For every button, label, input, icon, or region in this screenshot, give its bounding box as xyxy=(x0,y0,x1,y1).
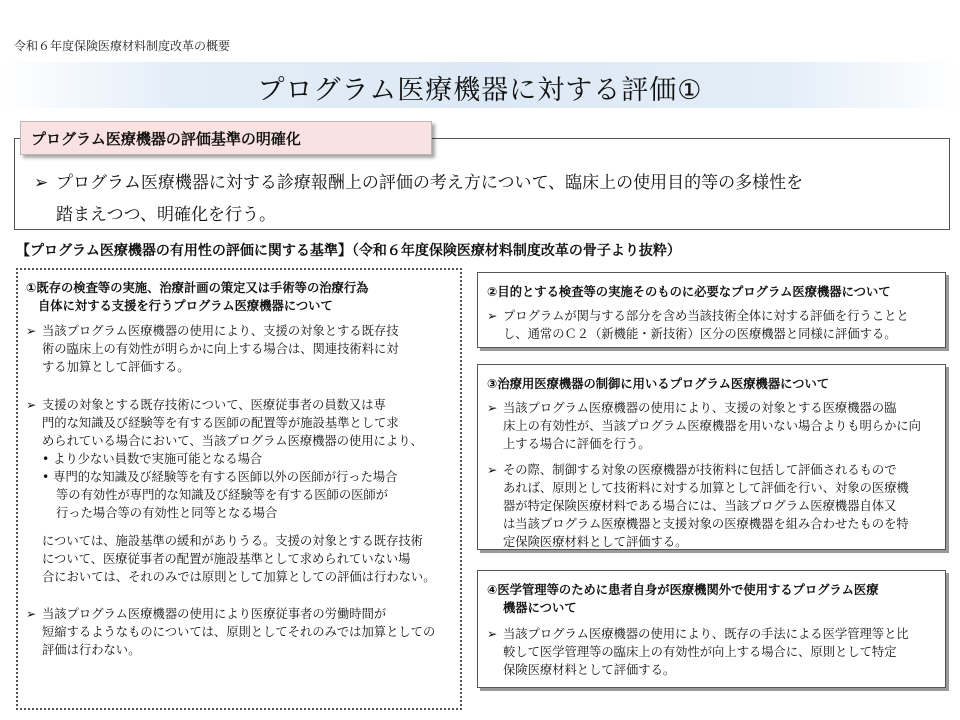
right-3-line-2: 保険医療材料として評価する。 xyxy=(503,663,676,677)
left-line-2: する加算として評価する。 xyxy=(42,360,190,374)
right-2-line-0: ➢ 当該プログラム医療機器の使用により、支援の対象とする医療機器の臨 xyxy=(487,401,897,415)
right-1-line-1: し、通常のＣ２（新機能・新技術）区分の医療機器と同様に評価する。 xyxy=(503,327,897,341)
left-line-0: ➢ 当該プログラム医療機器の使用により、支援の対象とする既存技 xyxy=(26,324,399,338)
right-1-line-0: ➢ プログラムが関与する部分を含め当該技術全体に対する評価を行うことと xyxy=(487,309,909,323)
right-panel-1-title: ②目的とする検査等の実施そのものに必要なプログラム医療機器について xyxy=(487,285,891,299)
right-panel-3-title-1: ④医学管理等のために患者自身が医療機関外で使用するプログラム医療 xyxy=(487,583,879,597)
left-line-12: 合においては、それのみでは原則として加算としての評価は行わない。 xyxy=(42,570,436,584)
criteria-text-1: プログラム医療機器に対する診療報酬上の評価の考え方について、臨床上の使用目的等の多様性を xyxy=(56,173,804,193)
criteria-line-1 xyxy=(34,168,803,193)
arrow-icon: ➢ xyxy=(487,627,498,641)
page-title: プログラム医療機器に対する評価① xyxy=(257,75,703,106)
arrow-icon: ➢ xyxy=(26,607,37,621)
right-2-line-6: は当該プログラム医療機器と支援対象の医療機器を組み合わせたものを特 xyxy=(503,517,909,531)
left-line-3: ➢ 支援の対象とする既存技術について、医療従事者の員数又は専 xyxy=(26,398,386,412)
arrow-icon: ➢ xyxy=(487,401,498,415)
right-2-line-3: ➢ その際、制御する対象の医療機器が技術料に包括して評価されるもので xyxy=(487,463,897,477)
arrow-icon: ➢ xyxy=(26,324,37,338)
right-2-line-2: 上する場合に評価を行う。 xyxy=(503,437,651,451)
right-3-line-0: ➢ 当該プログラム医療機器の使用により、既存の手法による医学管理等と比 xyxy=(487,627,909,641)
left-bullet-1: • より少ない員数で実施可能となる場合 xyxy=(42,452,263,466)
left-line-13: ➢ 当該プログラム医療機器の使用により医療従事者の労働時間が xyxy=(26,607,387,621)
criteria-line-2: 踏まえつつ、明確化を行う。 xyxy=(56,205,276,225)
left-line-11: について、医療従事者の配置が施設基準として求められていない場 xyxy=(42,552,411,566)
left-panel-title-2: 自体に対する支援を行うプログラム医療機器について xyxy=(38,299,333,313)
left-line-8: 等の有効性が専門的な知識及び経験等を有する医師の医師が xyxy=(56,488,389,502)
left-line-15: 評価は行わない。 xyxy=(42,643,141,657)
right-2-line-7: 定保険医療材料として評価する。 xyxy=(503,535,688,549)
section-heading: 【プログラム医療機器の有用性の評価に関する基準】（令和６年度保険医療材料制度改革の骨子より抜粋） xyxy=(16,243,681,259)
left-line-5: められている場合において、当該プログラム医療機器の使用により、 xyxy=(42,434,423,448)
right-panel-2-title: ③治療用医療機器の制御に用いるプログラム医療機器について xyxy=(487,377,830,391)
left-panel-title-1: ①既存の検査等の実施、治療計画の策定又は手術等の治療行為 xyxy=(26,281,369,295)
right-3-line-1: 較して医学管理等の臨床上の有効性が向上する場合に、原則として特定 xyxy=(503,645,897,659)
right-2-line-4: あれば、原則として技術料に対する加算として評価を行い、対象の医療機 xyxy=(503,481,909,495)
right-2-line-5: 器が特定保険医療材料である場合には、当該プログラム医療機器自体又 xyxy=(503,499,897,513)
criteria-label: プログラム医療機器の評価基準の明確化 xyxy=(20,121,432,155)
left-line-9: 行った場合等の有効性と同等となる場合 xyxy=(56,506,278,520)
left-line-1: 術の臨床上の有効性が明らかに向上する場合は、関連技術料に対 xyxy=(42,342,399,356)
arrow-icon: ➢ xyxy=(487,463,498,477)
arrow-icon: ➢ xyxy=(487,309,498,323)
header-note: 令和６年度保険医療材料制度改革の概要 xyxy=(14,39,231,53)
left-line-4: 門的な知識及び経験等を有する医師の配置等が施設基準として求 xyxy=(42,416,399,430)
right-2-line-1: 床上の有効性が、当該プログラム医療機器を用いない場合よりも明らかに向 xyxy=(503,419,921,433)
left-bullet-2: • 専門的な知識及び経験等を有する医師以外の医師が行った場合 xyxy=(42,470,398,484)
arrow-icon: ➢ xyxy=(34,173,49,193)
right-panel-3-title-2: 機器について xyxy=(503,601,577,615)
left-line-14: 短縮するようなものについては、原則としてそれのみでは加算としての xyxy=(42,625,436,639)
arrow-icon: ➢ xyxy=(26,398,37,412)
left-line-10: については、施設基準の緩和がありうる。支援の対象とする既存技術 xyxy=(42,534,423,548)
